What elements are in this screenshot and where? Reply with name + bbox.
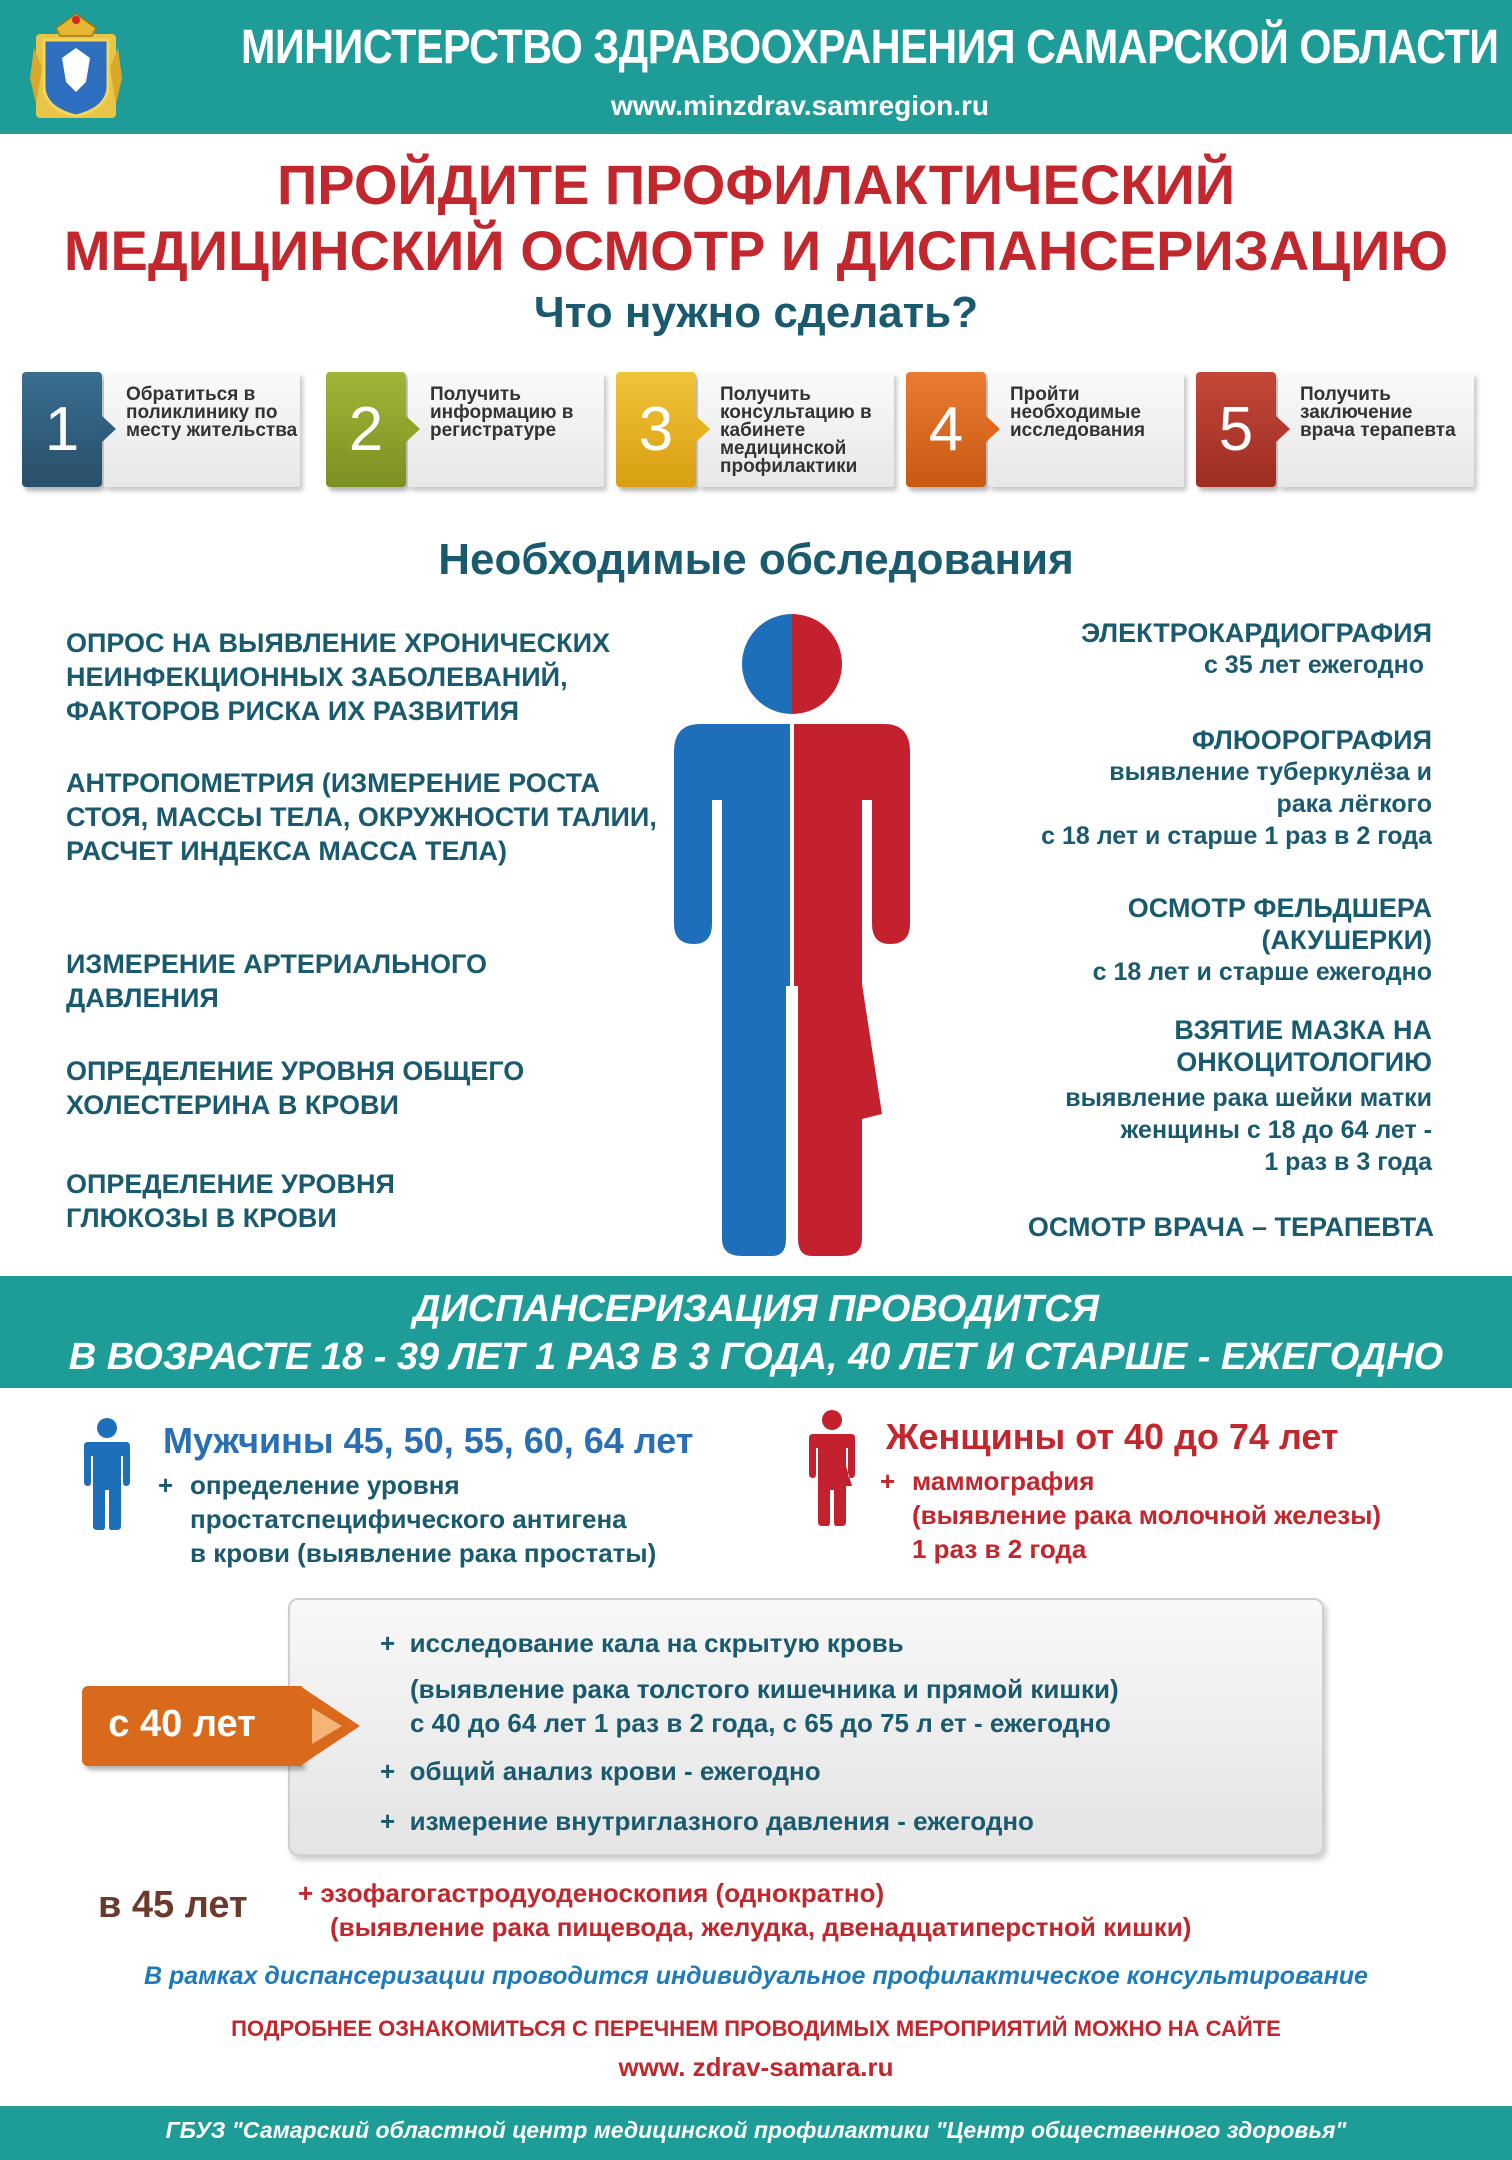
- exam-smear-purpose: выявление рака шейки матки: [1065, 1084, 1432, 1112]
- step-1-arrow-icon: [102, 416, 116, 442]
- more-info-note: ПОДРОБНЕЕ ОЗНАКОМИТЬСЯ С ПЕРЕЧНЕМ ПРОВОДИМЫХ МЕРОПРИЯТИЙ МОЖНО НА САЙТЕ: [231, 2016, 1281, 2041]
- step-2-text: Получить информацию в регистратуре: [430, 384, 574, 441]
- exam-fluorography-purpose-2: рака лёгкого: [1276, 790, 1432, 818]
- exam-therapist-title: ОСМОТР ВРАЧА – ТЕРАПЕВТА: [1027, 1212, 1434, 1242]
- main-title: [20, 152, 1492, 284]
- exam-smear-title-2: ОНКОЦИТОЛОГИЮ: [1176, 1047, 1432, 1077]
- women-exam: [880, 1464, 1440, 1566]
- age40-plus-1: +: [380, 1628, 396, 1658]
- woman-icon: [806, 1410, 858, 1526]
- step-4-arrow-icon: [986, 416, 1000, 442]
- men-exam-line2: простатспецифического антигена: [190, 1504, 627, 1534]
- exam-therapist: [874, 1211, 1434, 1243]
- step-4: [906, 372, 1188, 494]
- exam-ecg-schedule: с 35 лет ежегодно: [1203, 651, 1424, 679]
- men-exam-line1: определение уровня: [190, 1470, 460, 1500]
- man-icon: [82, 1418, 132, 1530]
- age40-plus-3: +: [380, 1806, 396, 1836]
- exam-ecg-title: ЭЛЕКТРОКАРДИОГРАФИЯ: [1081, 618, 1432, 648]
- men-exam-line3: в крови (выявление рака простаты): [190, 1538, 657, 1568]
- age40-label: с 40 лет: [108, 1703, 256, 1745]
- age40-item2-text: общий анализ крови - ежегодно: [409, 1756, 821, 1786]
- step-5-arrow-icon: [1276, 416, 1290, 442]
- exam-feldsher-title: ОСМОТР ФЕЛЬДШЕРА: [1127, 893, 1432, 923]
- schedule-band-line2: В ВОЗРАСТЕ 18 - 39 ЛЕТ 1 РАЗ В 3 ГОДА, 40 ЛЕТ И СТАРШЕ - ЕЖЕГОДНО: [68, 1336, 1444, 1378]
- step-4-text: Пройти необходимые исследования: [1010, 384, 1146, 441]
- age45-exam-line2: (выявление рака пищевода, желудка, двенадцатиперстной кишки): [330, 1912, 1192, 1942]
- exam-survey: ОПРОС НА ВЫЯВЛЕНИЕ ХРОНИЧЕСКИХ НЕИНФЕКЦИОННЫХ ЗАБОЛЕВАНИЙ, ФАКТОРОВ РИСКА ИХ РАЗВИТИЯ: [66, 628, 611, 726]
- men-heading: Мужчины 45, 50, 55, 60, 64 лет: [163, 1420, 694, 1461]
- age40-item1-text: исследование кала на скрытую кровь: [409, 1628, 904, 1658]
- age45-exam-line1: + эзофагогастродуоденоскопия (однократно): [298, 1878, 885, 1908]
- exam-smear-group: женщины с 18 до 64 лет -: [1120, 1116, 1432, 1144]
- step-4-number: 4: [906, 372, 986, 487]
- ministry-title: МИНИСТЕРСТВО ЗДРАВООХРАНЕНИЯ САМАРСКОЙ ОБЛАСТИ: [241, 21, 1499, 74]
- exam-fluorography: [872, 724, 1432, 852]
- age40-item1-sub2: с 40 до 64 лет 1 раз в 2 года, с 65 до 75 л ет - ежегодно: [410, 1708, 1111, 1738]
- age40-plus-2: +: [380, 1756, 396, 1786]
- women-exam-line1: маммография: [912, 1466, 1095, 1496]
- coat-of-arms-icon: [26, 8, 126, 122]
- exam-ecg: [872, 617, 1432, 681]
- exam-fluorography-schedule: с 18 лет и старше 1 раз в 2 года: [1041, 822, 1432, 850]
- what-to-do-title: Что нужно сделать?: [533, 288, 979, 337]
- main-title-line1: ПРОЙДИТЕ ПРОФИЛАКТИЧЕСКИЙ: [277, 153, 1235, 216]
- exam-blood-pressure: ИЗМЕРЕНИЕ АРТЕРИАЛЬНОГО ДАВЛЕНИЯ: [66, 949, 487, 1013]
- step-3-arrow-icon: [696, 416, 710, 442]
- main-title-line2: МЕДИЦИНСКИЙ ОСМОТР И ДИСПАНСЕРИЗАЦИЮ: [63, 219, 1449, 282]
- step-1-number: 1: [22, 372, 102, 487]
- exam-smear-schedule: 1 раз в 3 года: [1264, 1148, 1432, 1176]
- step-5-text: Получить заключение врача терапевта: [1300, 384, 1456, 441]
- step-2: [326, 372, 608, 494]
- consultation-note: В рамках диспансеризации проводится индивидуальное профилактическое консультирование: [144, 1962, 1368, 1990]
- ministry-site: www.minzdrav.samregion.ru: [610, 90, 990, 121]
- age40-item-occult-blood: [380, 1626, 1310, 1660]
- age45-exam: [298, 1876, 1298, 1944]
- step-5-number: 5: [1196, 372, 1276, 487]
- step-1-text: Обратиться в поликлинику по месту жительства: [126, 384, 298, 441]
- exam-fluorography-purpose-1: выявление туберкулёза и: [1109, 758, 1432, 786]
- step-1: [22, 372, 304, 494]
- age40-item-blood-test: [380, 1754, 1310, 1788]
- women-exam-line2: (выявление рака молочной железы): [912, 1500, 1382, 1530]
- step-3: [616, 372, 898, 494]
- age40-exams: [380, 1626, 1310, 1838]
- exam-anthropometry: АНТРОПОМЕТРИЯ (ИЗМЕРЕНИЕ РОСТА СТОЯ, МАССЫ ТЕЛА, ОКРУЖНОСТИ ТАЛИИ, РАСЧЕТ ИНДЕКСА МАССА ТЕЛА): [66, 768, 657, 866]
- step-5: [1196, 372, 1478, 494]
- women-plus: +: [880, 1466, 896, 1496]
- exam-smear: [872, 1014, 1432, 1178]
- exam-feldsher-title-2: (АКУШЕРКИ): [1261, 925, 1432, 955]
- info-site-link[interactable]: www. zdrav-samara.ru: [618, 2052, 894, 2082]
- step-2-arrow-icon: [406, 416, 420, 442]
- age40-item-eye-pressure: [380, 1804, 1310, 1838]
- schedule-band-line1: ДИСПАНСЕРИЗАЦИЯ ПРОВОДИТСЯ: [413, 1288, 1099, 1330]
- women-exam-line3: 1 раз в 2 года: [912, 1534, 1087, 1564]
- exam-feldsher-schedule: с 18 лет и старше ежегодно: [1092, 958, 1432, 986]
- men-plus: +: [158, 1470, 174, 1500]
- exam-feldsher: [872, 892, 1432, 988]
- exam-cholesterol: ОПРЕДЕЛЕНИЕ УРОВНЯ ОБЩЕГО ХОЛЕСТЕРИНА В КРОВИ: [66, 1056, 525, 1120]
- men-exam: [158, 1468, 718, 1570]
- age40-item1-sub1: (выявление рака толстого кишечника и прямой кишки): [410, 1674, 1119, 1704]
- exams-title: Необходимые обследования: [438, 535, 1074, 584]
- women-heading: Женщины от 40 до 74 лет: [886, 1416, 1339, 1457]
- step-3-number: 3: [616, 372, 696, 487]
- age45-label: в 45 лет: [98, 1884, 248, 1926]
- step-2-number: 2: [326, 372, 406, 487]
- step-3-text: Получить консультацию в кабинете медицинской профилактики: [720, 384, 872, 477]
- exam-smear-title: ВЗЯТИЕ МАЗКА НА: [1174, 1015, 1432, 1045]
- exam-glucose: ОПРЕДЕЛЕНИЕ УРОВНЯ ГЛЮКОЗЫ В КРОВИ: [66, 1169, 395, 1233]
- age40-item3-text: измерение внутриглазного давления - ежегодно: [409, 1806, 1034, 1836]
- age40-arrow-icon: [300, 1686, 360, 1766]
- footer-text: ГБУЗ "Самарский областной центр медицинской профилактики "Центр общественного здоровья": [165, 2117, 1347, 2143]
- exam-fluorography-title: ФЛЮОРОГРАФИЯ: [1191, 725, 1432, 755]
